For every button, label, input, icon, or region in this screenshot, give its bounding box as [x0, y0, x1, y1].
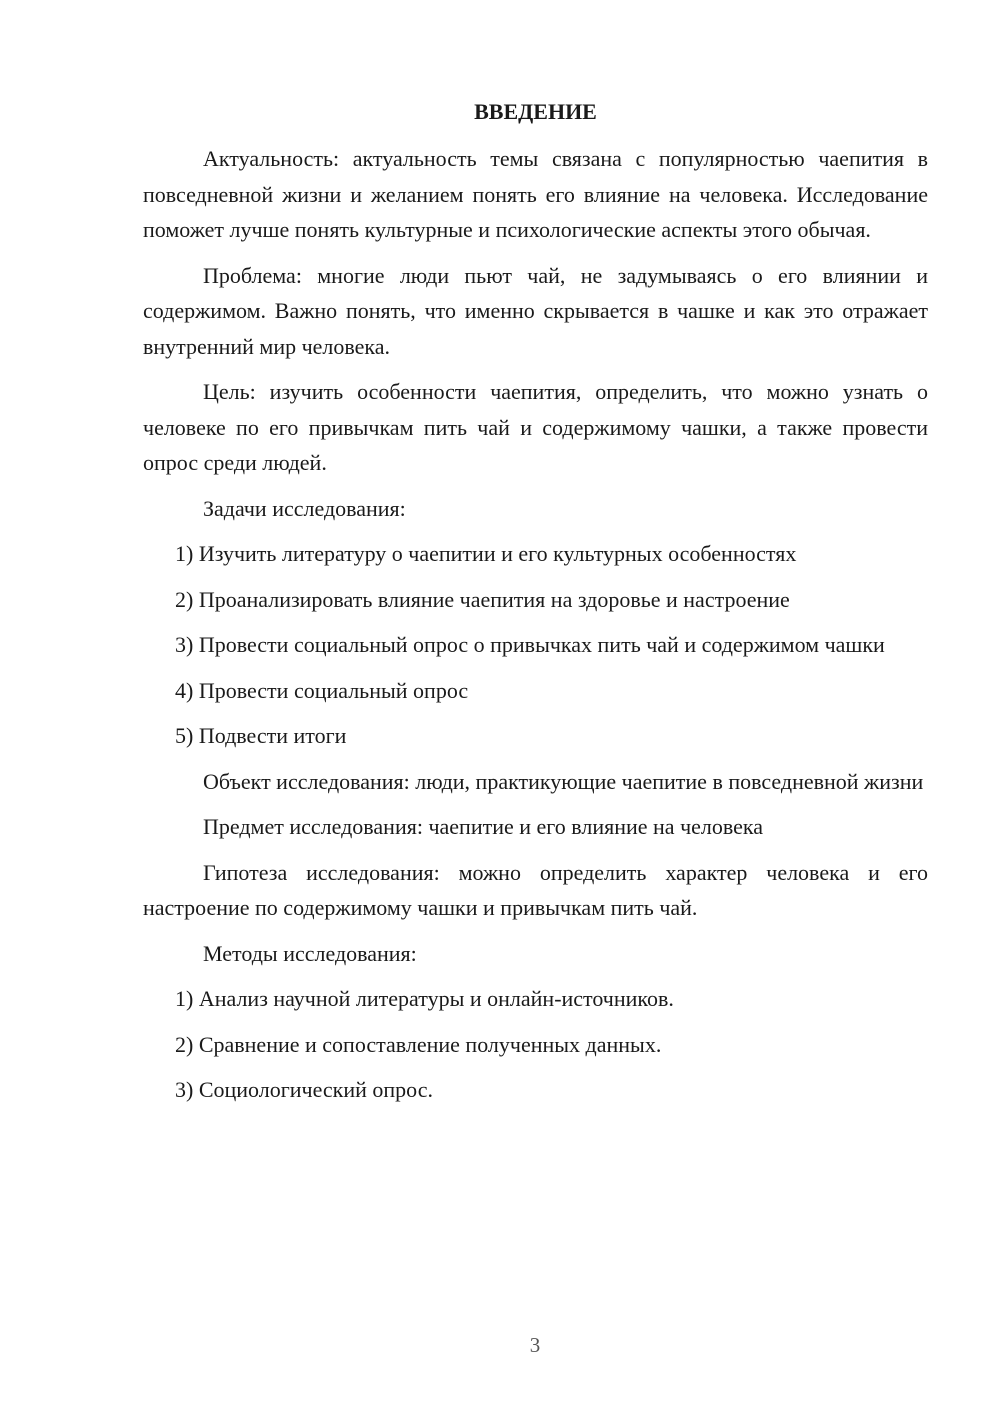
method-item-3: 3) Социологический опрос.: [175, 1077, 433, 1102]
paragraph-relevance: Актуальность: актуальность темы связана с популярностью чаепития в повседневной жизни и желанием понять его влияние на человека. Исследование поможет лучше понять культурные и психологические аспекты этого обычая.: [143, 146, 928, 242]
method-item-2: 2) Сравнение и сопоставление полученных данных.: [175, 1031, 662, 1057]
task-item-5: 5) Подвести итоги: [175, 723, 347, 748]
paragraph-goal: Цель: изучить особенности чаепития, определить, что можно узнать о человеке по его привычкам пить чай и содержимому чашки, а также провести опрос среди людей.: [143, 379, 928, 475]
tasks-heading: Задачи исследования:: [203, 495, 406, 521]
task-item-4: 4) Провести социальный опрос: [175, 677, 469, 703]
paragraph-problem: Проблема: многие люди пьют чай, не задумываясь о его влиянии и содержимом. Важно понять, что именно скрывается в чашке и как это отражает внутренний мир человека.: [143, 262, 928, 359]
section-title: ВВЕДЕНИЕ: [474, 99, 597, 124]
methods-heading: Методы исследования:: [203, 940, 417, 966]
method-item-1: 1) Анализ научной литературы и онлайн-источников.: [175, 986, 674, 1011]
task-item-3: 3) Провести социальный опрос о привычках пить чай и содержимом чашки: [175, 632, 885, 657]
task-item-1: 1) Изучить литературу о чаепитии и его культурных особенностях: [175, 541, 797, 566]
paragraph-subject: Предмет исследования: чаепитие и его влияние на человека: [203, 814, 764, 839]
page-number: 3: [529, 1333, 541, 1357]
task-item-2: 2) Проанализировать влияние чаепития на здоровье и настроение: [175, 586, 790, 612]
document-body: [143, 94, 928, 1118]
paragraph-object: Объект исследования: люди, практикующие чаепитие в повседневной жизни: [203, 768, 924, 794]
paragraph-hypothesis: Гипотеза исследования: можно определить характер человека и его настроение по содержимому чашки и привычкам пить чай.: [143, 859, 928, 920]
